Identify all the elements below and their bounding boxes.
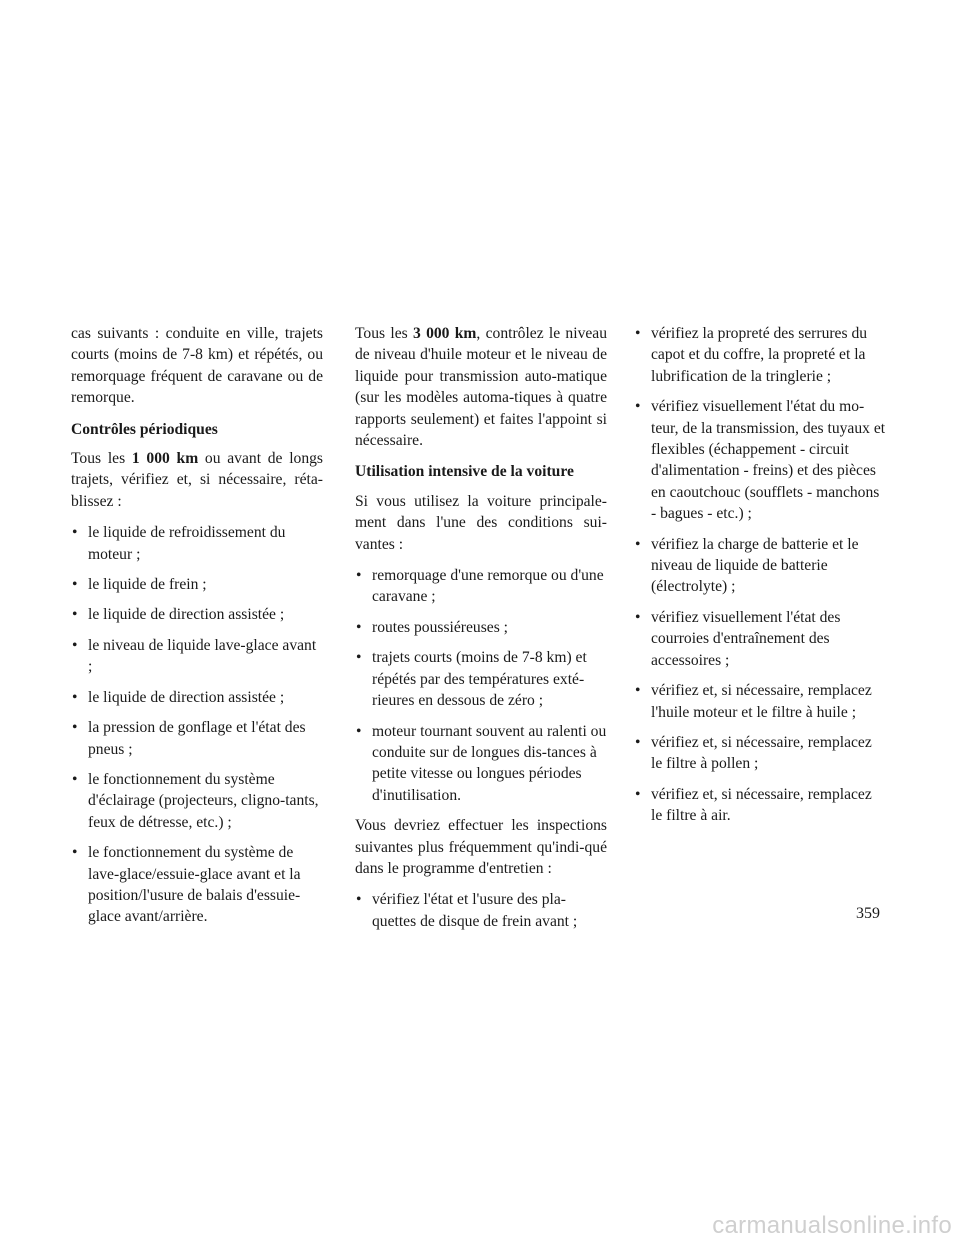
list-item — [634, 680, 886, 723]
list-item-text: trajets courts (moins de 7-8 km) et répétés par des températures exté-rieures en dessous de zéro ; — [372, 649, 587, 710]
bullet-icon: • — [635, 785, 641, 803]
periodic-checks-paragraph — [71, 448, 323, 512]
watermark: carmanualsonline.info — [712, 1211, 952, 1239]
list-item — [71, 717, 323, 760]
inspections-list — [355, 889, 607, 932]
list-item-text: le fonctionnement du système d'éclairage (projecteurs, cligno-tants, feux de détresse, etc.) ; — [88, 770, 319, 831]
list-item-text: le niveau de liquide lave-glace avant ; — [88, 636, 317, 676]
bullet-icon: • — [72, 606, 78, 624]
list-item-text: vérifiez visuellement l'état des courroies d'entraînement des accessoires ; — [651, 608, 841, 669]
list-item — [71, 604, 323, 625]
bullet-icon: • — [72, 770, 78, 788]
list-item — [634, 323, 886, 387]
bullet-icon: • — [72, 636, 78, 654]
list-item-text: le liquide de refroidissement du moteur ; — [88, 524, 286, 563]
list-item-text: vérifiez et, si nécessaire, remplacez l'huile moteur et le filtre à huile ; — [651, 682, 872, 721]
list-item — [634, 784, 886, 827]
list-item — [355, 617, 607, 638]
oil-check-paragraph — [355, 323, 607, 451]
list-item — [71, 769, 323, 833]
list-item-text: le liquide de frein ; — [88, 576, 207, 594]
inspections-list-continued — [634, 323, 886, 827]
para-suffix: ou avant de longs trajets, vérifiez et, si nécessaire, réta-blissez : — [71, 450, 323, 510]
list-item-text: remorquage d'une remorque ou d'une caravane ; — [372, 567, 604, 606]
list-item-text: vérifiez la propreté des serrures du capot et du coffre, la propreté et la lubrification de la tringlerie ; — [651, 325, 868, 385]
list-item-text: le liquide de direction assistée ; — [88, 606, 285, 624]
intro-paragraph: cas suivants : conduite en ville, trajets courts (moins de 7-8 km) et répétés, ou remorquage fréquent de caravane ou de remorque. — [71, 325, 323, 407]
section-heading-intensive-use: Utilisation intensive de la voiture — [355, 463, 574, 481]
bullet-icon: • — [356, 722, 362, 740]
distance-1000km: 1 000 km — [131, 450, 199, 468]
list-item — [355, 565, 607, 608]
bullet-icon: • — [635, 682, 641, 700]
intensive-use-intro: Si vous utilisez la voiture principale-ment dans l'une des conditions sui-vantes : — [355, 492, 607, 553]
para-prefix: Tous les — [71, 450, 132, 468]
list-item — [355, 889, 607, 932]
list-item — [634, 732, 886, 775]
inspections-paragraph: Vous devriez effectuer les inspections suivantes plus fréquemment qu'indi-qué dans le programme d'entretien : — [355, 817, 607, 877]
list-item-text: vérifiez l'état et l'usure des pla-quettes de disque de frein avant ; — [372, 891, 578, 930]
bullet-icon: • — [356, 649, 362, 667]
bullet-icon: • — [635, 398, 641, 416]
list-item — [355, 647, 607, 711]
para-suffix: , contrôlez le niveau de niveau d'huile moteur et le niveau de liquide pour transmission auto-matique (sur les modèles automa-tiques à quatre rapports seulement) et faites l'appoint si nécessaire. — [355, 325, 607, 450]
list-item-text: moteur tournant souvent au ralenti ou conduite sur de longues dis-tances à petite vitesse ou longues périodes d'inutilisation. — [372, 722, 607, 804]
list-item-text: vérifiez et, si nécessaire, remplacez le filtre à air. — [651, 785, 872, 825]
list-item — [71, 574, 323, 595]
list-item-text: le liquide de direction assistée ; — [88, 688, 285, 706]
list-item — [71, 842, 323, 928]
list-item — [634, 534, 886, 598]
list-item-text: routes poussiéreuses ; — [372, 618, 508, 636]
list-item — [634, 607, 886, 671]
bullet-icon: • — [72, 576, 78, 594]
bullet-icon: • — [72, 844, 78, 862]
list-item-text: vérifiez et, si nécessaire, remplacez le filtre à pollen ; — [651, 733, 872, 773]
column-left — [71, 323, 323, 937]
page-number: 359 — [856, 905, 880, 922]
bullet-icon: • — [635, 535, 641, 553]
list-item — [71, 635, 323, 678]
column-right — [634, 323, 886, 836]
bullet-icon: • — [635, 325, 641, 342]
list-item — [71, 522, 323, 565]
section-heading-periodic-checks: Contrôles périodiques — [71, 420, 218, 438]
bullet-icon: • — [356, 618, 362, 636]
list-item-text: le fonctionnement du système de lave-glace/essuie-glace avant et la position/l'usure de balais d'essuie-glace avant/arrière. — [88, 844, 301, 926]
bullet-icon: • — [635, 733, 641, 751]
para-prefix: Tous les — [355, 325, 413, 342]
periodic-checks-list — [71, 522, 323, 928]
list-item-text: la pression de gonflage et l'état des pneus ; — [88, 719, 306, 758]
bullet-icon: • — [635, 608, 641, 626]
list-item — [634, 396, 886, 524]
list-item — [355, 721, 607, 807]
list-item-text: vérifiez la charge de batterie et le niveau de liquide de batterie (électrolyte) ; — [651, 535, 859, 596]
conditions-list — [355, 565, 607, 806]
bullet-icon: • — [72, 719, 78, 737]
bullet-icon: • — [72, 688, 78, 706]
list-item-text: vérifiez visuellement l'état du mo-teur, de la transmission, des tuyaux et flexibles (échappement - circuit d'alimentation - freins) et des pièces en caoutchouc (soufflets - manchons - bagues - etc.) ; — [651, 398, 886, 523]
bullet-icon: • — [356, 567, 362, 585]
column-middle — [355, 323, 607, 941]
bullet-icon: • — [72, 524, 78, 542]
list-item — [71, 687, 323, 708]
distance-3000km: 3 000 km — [413, 325, 477, 342]
bullet-icon: • — [356, 891, 362, 909]
